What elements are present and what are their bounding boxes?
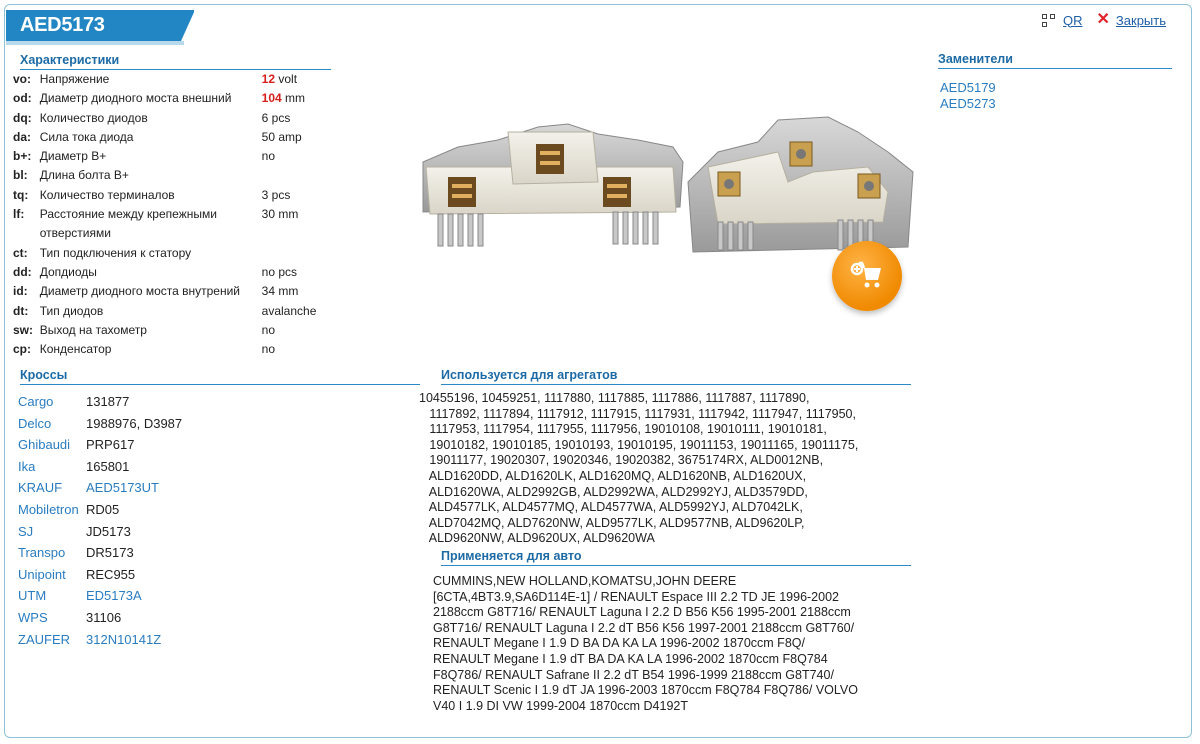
cars-list [433, 574, 911, 714]
characteristic-row [13, 302, 331, 321]
characteristic-row [13, 321, 331, 340]
characteristic-row [13, 282, 331, 301]
characteristic-value [262, 263, 331, 282]
characteristic-row [13, 70, 331, 89]
characteristic-label: Длина болта B+ [39, 168, 129, 183]
characteristic-value-number: 6 pcs [261, 110, 291, 125]
cars-line: G8T716/ RENAULT Laguna I 2.2 dT B56 K56 1997-2001 2188ccm G8T760/ [433, 620, 855, 635]
characteristic-row [13, 340, 331, 359]
part-number-tab [6, 10, 194, 41]
characteristic-label: Тип подключения к статору [39, 245, 192, 260]
part-number-title: AED5173 [20, 14, 105, 36]
characteristic-value-number: no [261, 342, 276, 357]
characteristic-label: Допдиоды [39, 264, 97, 279]
cross-brand-link[interactable]: Mobiletron [18, 501, 79, 517]
cars-heading: Применяется для авто [441, 549, 911, 566]
characteristic-row [13, 205, 331, 244]
cross-brand-link[interactable]: WPS [18, 609, 48, 625]
characteristic-label: Тип диодов [39, 303, 104, 318]
characteristic-label: Расстояние между крепежными отверстиями [39, 207, 217, 241]
characteristic-value [262, 70, 331, 89]
cross-row [18, 542, 418, 564]
rectifier-photo-right [688, 117, 913, 252]
characteristic-value-number: 34 mm [261, 284, 299, 299]
cross-number[interactable]: AED5173UT [86, 480, 159, 496]
units-line: 1117892, 1117894, 1117912, 1117915, 1117931, 1117942, 1117947, 1117950, [419, 406, 856, 421]
cars-line: [6CTA,4BT3.9,SA6D114E-1] / RENAULT Espace III 2.2 TD JE 1996-2002 [433, 589, 839, 604]
cross-row [18, 456, 418, 478]
cross-number[interactable]: ED5173A [86, 588, 142, 604]
add-to-cart-icon [850, 261, 884, 291]
units-line: ALD4577LK, ALD4577MQ, ALD4577WA, ALD5992YJ, ALD7042LK, [419, 500, 803, 515]
characteristic-value [262, 109, 331, 128]
characteristics-table [13, 70, 331, 359]
qr-code-icon[interactable] [1042, 14, 1055, 27]
replacement-link[interactable]: AED5179 [940, 80, 996, 95]
characteristic-row [13, 147, 331, 166]
units-line: 19011177, 19020307, 19020346, 19020382, 3675174RX, ALD0012NB, [419, 453, 824, 468]
cross-number: 165801 [86, 458, 130, 474]
characteristic-row [13, 186, 331, 205]
characteristic-code: dt: [13, 303, 29, 318]
characteristic-code: dd: [13, 264, 32, 279]
units-line: ALD7042MQ, ALD7620NW, ALD9577LK, ALD9577NB, ALD9620LP, [419, 515, 805, 530]
cross-row [18, 629, 418, 651]
cross-row [18, 499, 418, 521]
cars-line: V40 I 1.9 DI VW 1999-2004 1870ccm D4192T [433, 698, 689, 713]
characteristic-value [262, 128, 331, 147]
characteristic-code: vo: [13, 72, 31, 86]
cars-line: CUMMINS,NEW HOLLAND,KOMATSU,JOHN DEERE [433, 574, 737, 588]
characteristic-label: Сила тока диода [39, 129, 134, 144]
cross-number: REC955 [86, 566, 136, 582]
characteristic-code: dq: [13, 110, 32, 125]
characteristic-value-number: 3 pcs [261, 187, 291, 202]
characteristic-row [13, 244, 331, 263]
characteristic-value-number: 12 [261, 72, 276, 86]
characteristic-row [13, 109, 331, 128]
cross-brand-link[interactable]: Ika [18, 458, 36, 474]
cars-line: F8Q786/ RENAULT Safrane II 2.2 dT B54 1996-1999 2188ccm G8T740/ [433, 667, 834, 682]
rectifier-photo-left [423, 124, 683, 246]
characteristic-code: sw: [13, 322, 34, 337]
characteristic-value-number: no [261, 322, 276, 337]
cross-row [18, 607, 418, 629]
characteristic-code: id: [13, 284, 28, 299]
characteristic-label: Диаметр диодного моста внешний [39, 91, 232, 106]
crosses-table [18, 391, 418, 650]
cross-row [18, 391, 418, 413]
cross-number: JD5173 [86, 523, 131, 539]
cross-brand-link[interactable]: ZAUFER [18, 631, 70, 647]
cross-row [18, 413, 418, 435]
characteristic-value-number: 50 amp [261, 129, 302, 144]
crosses-heading: Кроссы [20, 368, 420, 385]
cross-brand-link[interactable]: Ghibaudi [18, 437, 71, 453]
characteristic-row [13, 263, 331, 282]
units-heading: Используется для агрегатов [441, 368, 911, 385]
characteristic-label: Напряжение [39, 72, 110, 86]
characteristic-row [13, 166, 331, 185]
characteristic-row [13, 89, 331, 108]
characteristic-code: cp: [13, 342, 31, 357]
close-link[interactable]: Закрыть [1115, 12, 1166, 28]
characteristics-heading: Характеристики [20, 53, 331, 70]
characteristic-code: od: [13, 91, 32, 106]
characteristic-label: Диаметр B+ [39, 149, 107, 164]
characteristic-code: da: [13, 129, 31, 144]
characteristic-label: Количество диодов [39, 110, 148, 125]
cross-number: RD05 [86, 501, 120, 517]
characteristic-value [262, 89, 331, 108]
cars-line: RENAULT Scenic I 1.9 dT JA 1996-2003 1870ccm F8Q784 F8Q786/ VOLVO [433, 683, 858, 698]
characteristic-code: ct: [13, 245, 28, 260]
cars-line: 2188ccm G8T716/ RENAULT Laguna I 2.2 D B56 K56 1995-2001 2188ccm [433, 605, 851, 620]
characteristic-code: b+: [13, 149, 32, 164]
characteristic-value [262, 302, 331, 321]
characteristic-code: tq: [13, 187, 29, 202]
cross-brand-link[interactable]: UTM [18, 588, 47, 604]
characteristic-value [262, 321, 331, 340]
characteristic-value-unit: mm [281, 91, 306, 106]
characteristic-code: bl: [13, 168, 28, 183]
cross-number[interactable]: 312N10141Z [86, 631, 162, 647]
units-line: 1117953, 1117954, 1117955, 1117956, 19010108, 19010111, 19010181, [419, 422, 827, 437]
cross-number: 131877 [86, 394, 130, 409]
characteristic-value [262, 244, 331, 263]
characteristic-value-number: avalanche [261, 303, 317, 318]
replacements-list [940, 80, 996, 112]
cross-number: PRP617 [86, 437, 135, 453]
characteristic-value-number: no pcs [261, 264, 298, 279]
cross-row [18, 434, 418, 456]
units-line: 19010182, 19010185, 19010193, 19010195, 19011153, 19011165, 19011175, [419, 437, 859, 452]
characteristic-value [262, 205, 331, 244]
top-actions [1042, 12, 1166, 28]
cross-brand-link[interactable]: SJ [18, 523, 34, 539]
characteristic-row [13, 128, 331, 147]
cross-row [18, 477, 418, 499]
cross-row [18, 564, 418, 586]
units-line: ALD9620NW, ALD9620UX, ALD9620WA [419, 531, 655, 546]
characteristic-label: Количество терминалов [39, 187, 175, 202]
characteristic-value [262, 186, 331, 205]
units-line: ALD1620WA, ALD2992GB, ALD2992WA, ALD2992YJ, ALD3579DD, [419, 484, 808, 499]
characteristic-value [262, 340, 331, 359]
cars-line: RENAULT Megane I 1.9 D BA DA KA LA 1996-2002 1870ccm F8Q/ [433, 636, 805, 651]
units-line: ALD1620DD, ALD1620LK, ALD1620MQ, ALD1620NB, ALD1620UX, [419, 468, 807, 483]
characteristic-value-number: no [261, 149, 276, 164]
characteristic-value-number: 104 [261, 91, 282, 106]
close-icon[interactable]: ✕ [1096, 11, 1110, 28]
units-list [419, 391, 911, 547]
cross-row [18, 585, 418, 607]
characteristic-label: Выход на тахометр [39, 322, 147, 337]
cross-brand-link[interactable]: Transpo [18, 545, 66, 561]
cross-number: 31106 [86, 609, 122, 625]
characteristic-value [262, 282, 331, 301]
cross-brand-link[interactable]: Delco [18, 415, 52, 431]
characteristic-value-unit: volt [275, 72, 298, 86]
cross-brand-link[interactable]: KRAUF [18, 480, 63, 496]
cross-number: 1988976, D3987 [86, 415, 183, 431]
characteristic-value [262, 166, 331, 185]
cross-row [18, 521, 418, 543]
cars-line: RENAULT Megane I 1.9 dT BA DA KA LA 1996-2002 1870ccm F8Q784 [433, 651, 828, 666]
replacement-link[interactable]: AED5273 [940, 96, 996, 111]
cross-brand-link[interactable]: Cargo [18, 394, 54, 409]
replacements-heading: Заменители [938, 52, 1172, 69]
characteristic-label: Конденсатор [39, 342, 112, 357]
cross-brand-link[interactable]: Unipoint [18, 566, 66, 582]
characteristic-label: Диаметр диодного моста внутрений [39, 284, 240, 299]
characteristic-code: lf: [13, 207, 25, 222]
characteristic-value-number: 30 mm [261, 207, 299, 222]
add-to-cart-button[interactable] [832, 241, 902, 311]
cross-number: DR5173 [86, 545, 134, 561]
qr-link[interactable]: QR [1063, 12, 1083, 28]
units-line: 10455196, 10459251, 1117880, 1117885, 1117886, 1117887, 1117890, [419, 391, 810, 405]
characteristic-value [262, 147, 331, 166]
